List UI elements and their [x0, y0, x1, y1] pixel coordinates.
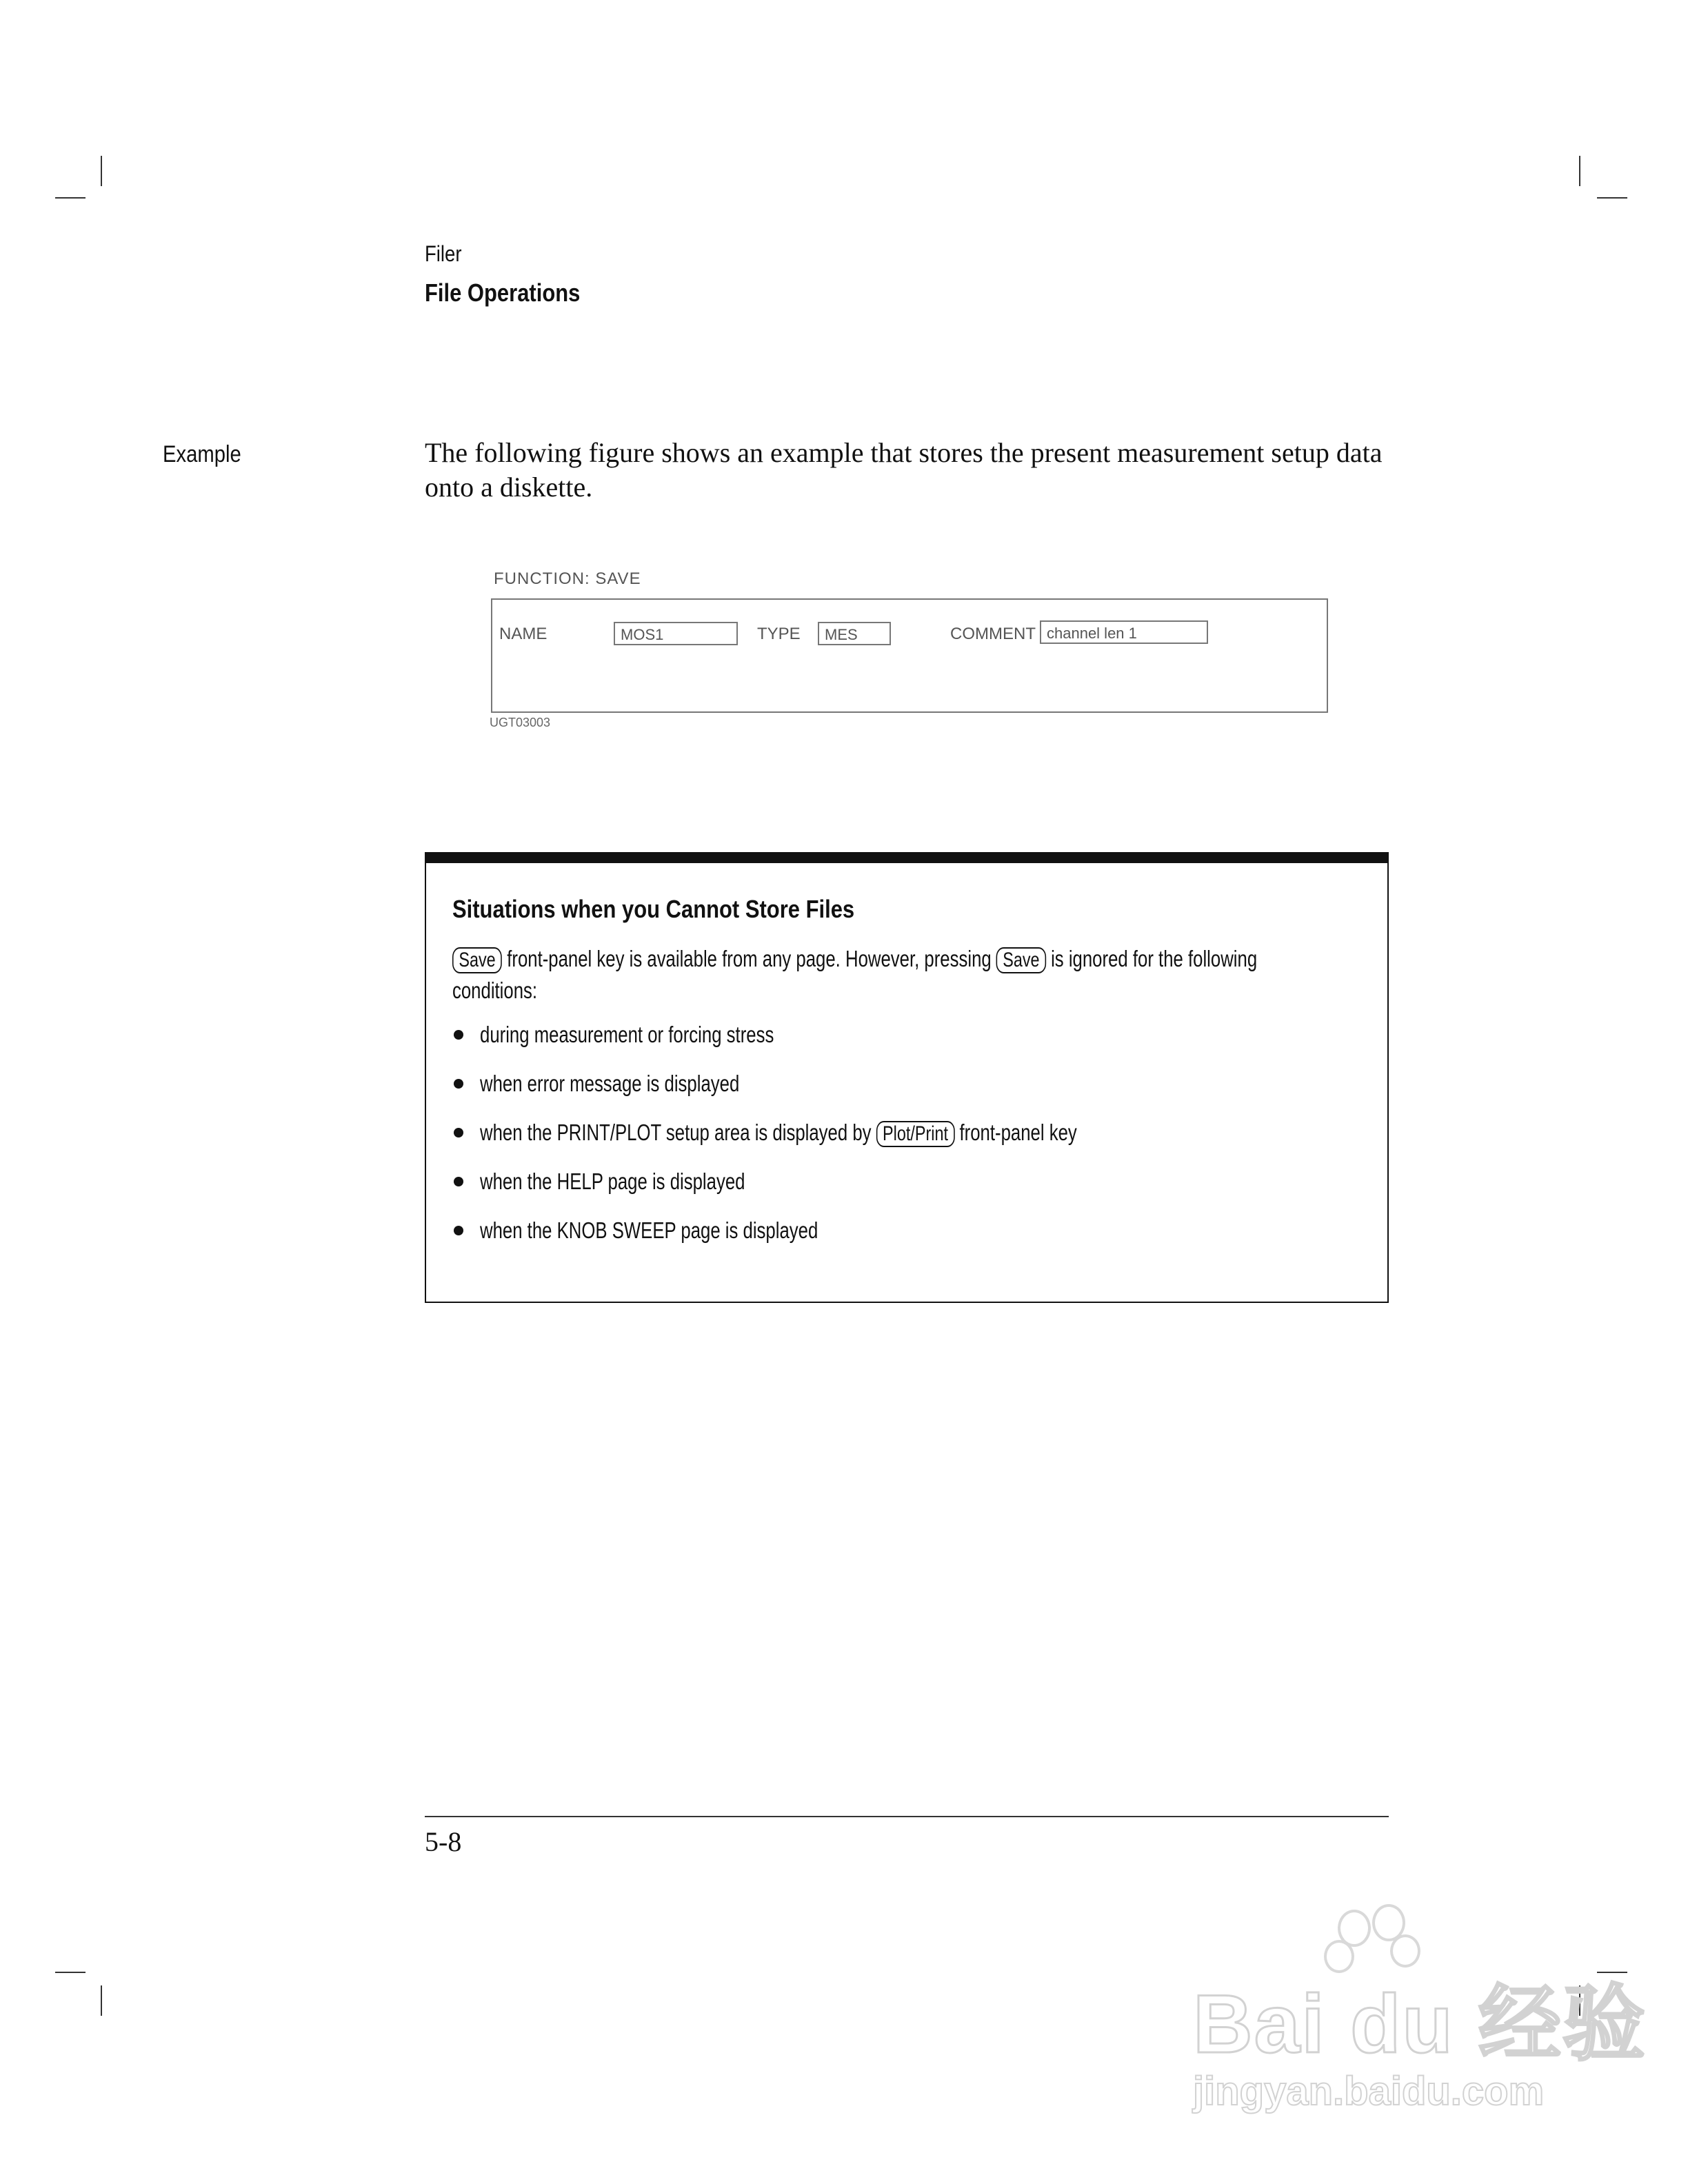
name-label: NAME — [499, 625, 547, 643]
save-key: Save — [996, 947, 1046, 973]
save-key: Save — [452, 947, 502, 973]
baidu-watermark — [1186, 1910, 1647, 2144]
figure-frame — [491, 598, 1328, 713]
crop-mark — [55, 197, 86, 199]
page-number: 5-8 — [425, 1826, 462, 1857]
footer-rule — [425, 1816, 1389, 1817]
crop-mark — [101, 1985, 102, 2016]
type-field: MES — [818, 622, 891, 645]
note-title: Situations when you Cannot Store Files — [452, 895, 855, 923]
note-para-text-1: front-panel key is available from any page. However, pressing — [507, 946, 992, 971]
watermark-brand: Bai du 经验 — [1193, 1978, 1647, 2070]
figure-id: UGT03003 — [490, 716, 551, 729]
crop-mark — [101, 156, 102, 186]
watermark-url: jingyan.baidu.com — [1193, 2069, 1545, 2114]
bullet-icon — [454, 1030, 463, 1040]
name-field: MOS1 — [614, 622, 738, 645]
bullet-icon — [454, 1079, 463, 1089]
crop-mark — [55, 1972, 86, 1973]
note-para-text-2: is ignored for the following conditions: — [452, 946, 1258, 1003]
section-name: Filer — [425, 241, 462, 266]
note-box: Situations when you Cannot Store Files Save front-panel key is available from any page. However, pressing Save is ignored for the following conditions: during measurement or forcing stress when error message is displayed when the PRINT/PLOT setup area is displayed by Plot/Print front-panel key when the HELP page is displayed when the KNOB SWEEP page is displayed — [425, 852, 1389, 1303]
example-side-label: Example — [163, 441, 241, 467]
bullet-icon — [454, 1177, 463, 1186]
crop-mark — [1579, 156, 1580, 186]
comment-label: COMMENT — [950, 625, 1036, 643]
plot-print-key: Plot/Print — [876, 1121, 955, 1147]
figure-caption: FUNCTION: SAVE — [494, 569, 641, 588]
note-paragraph — [452, 943, 1302, 1007]
crop-mark — [1597, 197, 1627, 199]
type-label: TYPE — [757, 625, 801, 643]
page-title: File Operations — [425, 279, 581, 307]
comment-field: channel len 1 — [1040, 620, 1208, 644]
bullet-icon — [454, 1128, 463, 1138]
intro-paragraph: The following figure shows an example that stores the present measurement setup data onto a diskette. — [425, 437, 1383, 503]
bullet-icon — [454, 1226, 463, 1235]
